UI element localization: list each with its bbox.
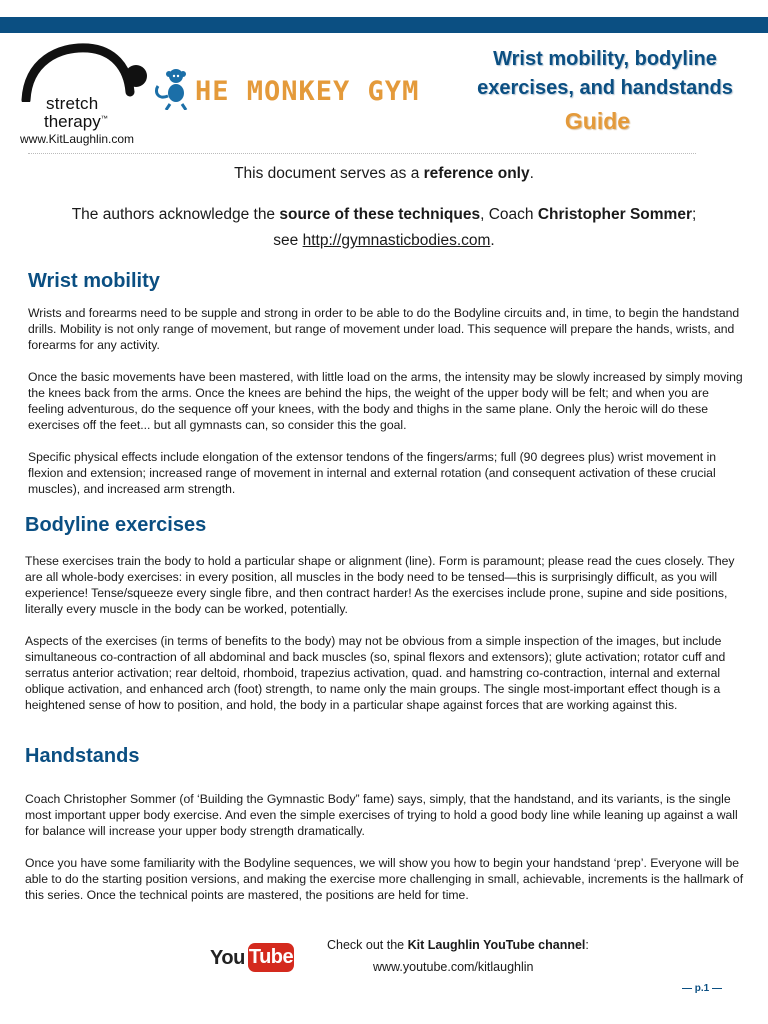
wrist-paragraph-2: Once the basic movements have been mastered, with little load on the arms, the intensity may be slowly increased by simply moving the knees back from the arms. Once the knees are behind the hips, the weight of the upper body will be felt; and when you are feeling adventurous, do the sequence off your knees, with the body and thighs in the same plane. Only the heroic will do these exercises off the feet... but all gymnasts can, so consider this the goal. (28, 370, 743, 432)
bodyline-paragraph-1: These exercises train the body to hold a particular shape or alignment (line). Form is paramount; please read the cues closely. They are all whole-body exercises: in every position, all muscles in the body need to be tensed—this is surprisingly difficult, as you will experience! Tense/squeeze every single fibre, and then contract harder! As the exercises include prone, supine and side positions, literally every muscle in the body can be worked, potentially. (25, 554, 735, 616)
handstands-paragraph-2: Once you have some familiarity with the Bodyline sequences, we will show you how to begin your handstand ‘prep’. Everyone will be able to do the starting position versions, and making the exercise more challenging in small, achievable, increments is the hallmark of this series. Once the technical points are mastered, the positions are held for time. (25, 856, 744, 902)
reference-notice: This document serves as a reference only. (234, 165, 534, 182)
handstands-paragraph-1: Coach Christopher Sommer (of ‘Building the Gymnastic Body” fame) says, simply, that the handstand, and its variants, is the single most important upper body exercise. And even the simple exercises of trying to hold a good body line while leaning up against a wall for balance will increase your upper body strength dramatically. (25, 792, 738, 838)
trademark-symbol: ™ (100, 115, 108, 123)
logo-text-therapy: therapy™ (44, 112, 108, 131)
wrist-paragraph-3: Specific physical effects include elongation of the extensor tendons of the fingers/arms; full (90 degrees plus) wrist movement in flexion and extension; increased range of movement in internal and external rotation (and consequent activation of these crucial muscles), and increased arm strength. (28, 450, 717, 496)
title-line-1: Wrist mobility, bodyline (493, 48, 717, 70)
stretch-therapy-logo (18, 42, 153, 150)
page-number: — p.1 — (682, 983, 723, 994)
document-subtitle: Guide (564, 108, 631, 134)
source-link-line: see http://gymnasticbodies.com. (273, 232, 495, 249)
top-banner-bar (0, 17, 768, 33)
monkey-icon (152, 66, 196, 110)
heading-bodyline-exercises: Bodyline exercises (25, 514, 207, 536)
heading-handstands: Handstands (25, 745, 140, 767)
heading-wrist-mobility: Wrist mobility (28, 270, 160, 292)
youtube-channel-callout: Check out the Kit Laughlin YouTube channel: (327, 938, 589, 952)
wrist-paragraph-1: Wrists and forearms need to be supple and strong in order to be able to do the Bodyline circuits and, in time, to begin the handstand drills. Mobility is not only range of movement, but range of movement under load. This sequence will prepare the hands, wrists, and forearms for any activity. (28, 306, 740, 352)
gymnasticbodies-link[interactable]: http://gymnasticbodies.com (302, 232, 491, 249)
monkey-gym-name: HE MONKEY GYM (195, 76, 420, 107)
youtube-logo-tube: Tube (248, 943, 294, 972)
youtube-channel-url[interactable]: www.youtube.com/kitlaughlin (373, 960, 534, 974)
acknowledgement (0, 202, 768, 254)
document-title (455, 45, 755, 103)
bodyline-paragraph-2: Aspects of the exercises (in terms of benefits to the body) may not be obvious from a simple inspection of the images, but include simultaneous co-contraction of all abdominal and back muscles (so, spinal flexors and extensors); glute activation; rotator cuff and serratus anterior activation; rear deltoid, rhomboid, trapezius activation, quad. and hamstring co-contraction, internal and external oblique activation, and enhanced arch (foot) strength, to name only the main groups. The single most-important effect though is a heightened sense of how to position, and hold, the body in a particular shape against forces that are working against this. (25, 634, 726, 712)
logo-text-stretch: stretch (46, 94, 99, 113)
logo-website-url: www.KitLaughlin.com (20, 132, 135, 146)
youtube-logo-you: You (210, 947, 245, 969)
title-line-2: exercises, and handstands (477, 77, 733, 99)
acknowledgement-line: The authors acknowledge the source of these techniques, Coach Christopher Sommer; (71, 206, 697, 223)
header-divider (28, 153, 696, 154)
stretch-therapy-arc-icon (18, 42, 153, 102)
